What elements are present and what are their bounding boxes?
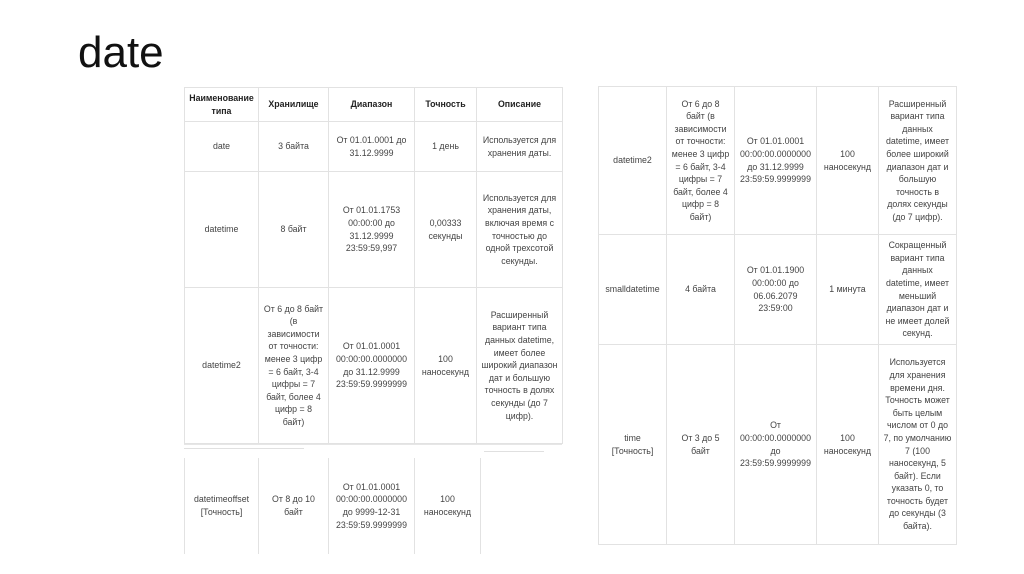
table-cell: datetimeoffset [Точность]	[185, 458, 259, 554]
table-cell: 100 наносекунд	[415, 458, 481, 554]
header-cell: Описание	[477, 88, 563, 122]
table-cell: datetime2	[599, 87, 667, 235]
table-cell: 1 день	[415, 122, 477, 172]
table-cell: От 01.01.0001 00:00:00.0000000 до 31.12.9999 23:59:59.9999999	[735, 87, 817, 235]
left-table	[184, 87, 563, 444]
table-cell: time [Точность]	[599, 345, 667, 545]
table-cell: 8 байт	[259, 172, 329, 288]
table-row	[599, 345, 957, 545]
table-cell: smalldatetime	[599, 235, 667, 345]
right-table	[598, 86, 957, 545]
table-cell: 100 наносекунд	[817, 87, 879, 235]
slide-title: date	[78, 28, 164, 77]
table-cell: От 00:00:00.0000000 до 23:59:59.9999999	[735, 345, 817, 545]
table-header-row	[185, 88, 563, 122]
table-cell: datetime	[185, 172, 259, 288]
table-row	[185, 458, 481, 554]
table-cell: От 01.01.1900 00:00:00 до 06.06.2079 23:59:00	[735, 235, 817, 345]
table-row	[185, 122, 563, 172]
table-row	[185, 288, 563, 444]
table-cell: Расширенный вариант типа данных datetime, имеет более широкий диапазон дат и большую точность в долях секунды (до 7 цифр).	[879, 87, 957, 235]
table-cell: 1 минута	[817, 235, 879, 345]
table-cell: От 01.01.1753 00:00:00 до 31.12.9999 23:59:59,997	[329, 172, 415, 288]
table-row	[599, 235, 957, 345]
table-row	[599, 87, 957, 235]
table-cell: От 3 до 5 байт	[667, 345, 735, 545]
table-cell: Используется для хранения времени дня. Точность может быть целым числом от 0 до 7, по умолчанию 7 (100 наносекунд, 5 байт). Если указать 0, то точность будет до секунды (3 байта).	[879, 345, 957, 545]
header-cell: Хранилище	[259, 88, 329, 122]
fragment-table	[184, 458, 481, 554]
table-cell: 0,00333 секунды	[415, 172, 477, 288]
header-cell: Наименование типа	[185, 88, 259, 122]
header-cell: Точность	[415, 88, 477, 122]
table-cell: Расширенный вариант типа данных datetime, имеет более широкий диапазон дат и большую точность в долях секунды (до 7 цифр).	[477, 288, 563, 444]
table-cell: date	[185, 122, 259, 172]
table-row	[185, 172, 563, 288]
table-cell: 100 наносекунд	[817, 345, 879, 545]
table-tear-edge	[184, 444, 562, 459]
table-cell: От 01.01.0001 до 31.12.9999	[329, 122, 415, 172]
table-cell: Используется для хранения даты.	[477, 122, 563, 172]
table-cell: От 6 до 8 байт (в зависимости от точности: менее 3 цифр = 6 байт, 3-4 цифры = 7 байт, более 4 цифр = 8 байт)	[667, 87, 735, 235]
table-cell: datetime2	[185, 288, 259, 444]
table-cell: 3 байта	[259, 122, 329, 172]
header-cell: Диапазон	[329, 88, 415, 122]
table-cell: От 8 до 10 байт	[259, 458, 329, 554]
table-cell: Сокращенный вариант типа данных datetime, имеет меньший диапазон дат и не имеет долей секунд.	[879, 235, 957, 345]
table-cell: От 01.01.0001 00:00:00.0000000 до 31.12.9999 23:59:59.9999999	[329, 288, 415, 444]
table-cell: 100 наносекунд	[415, 288, 477, 444]
table-cell: От 01.01.0001 00:00:00.0000000 до 9999-12-31 23:59:59.9999999	[329, 458, 415, 554]
table-cell: Используется для хранения даты, включая время с точностью до одной трехсотой секунды.	[477, 172, 563, 288]
table-cell: От 6 до 8 байт (в зависимости от точности: менее 3 цифр = 6 байт, 3-4 цифры = 7 байт, более 4 цифр = 8 байт)	[259, 288, 329, 444]
table-cell: 4 байта	[667, 235, 735, 345]
